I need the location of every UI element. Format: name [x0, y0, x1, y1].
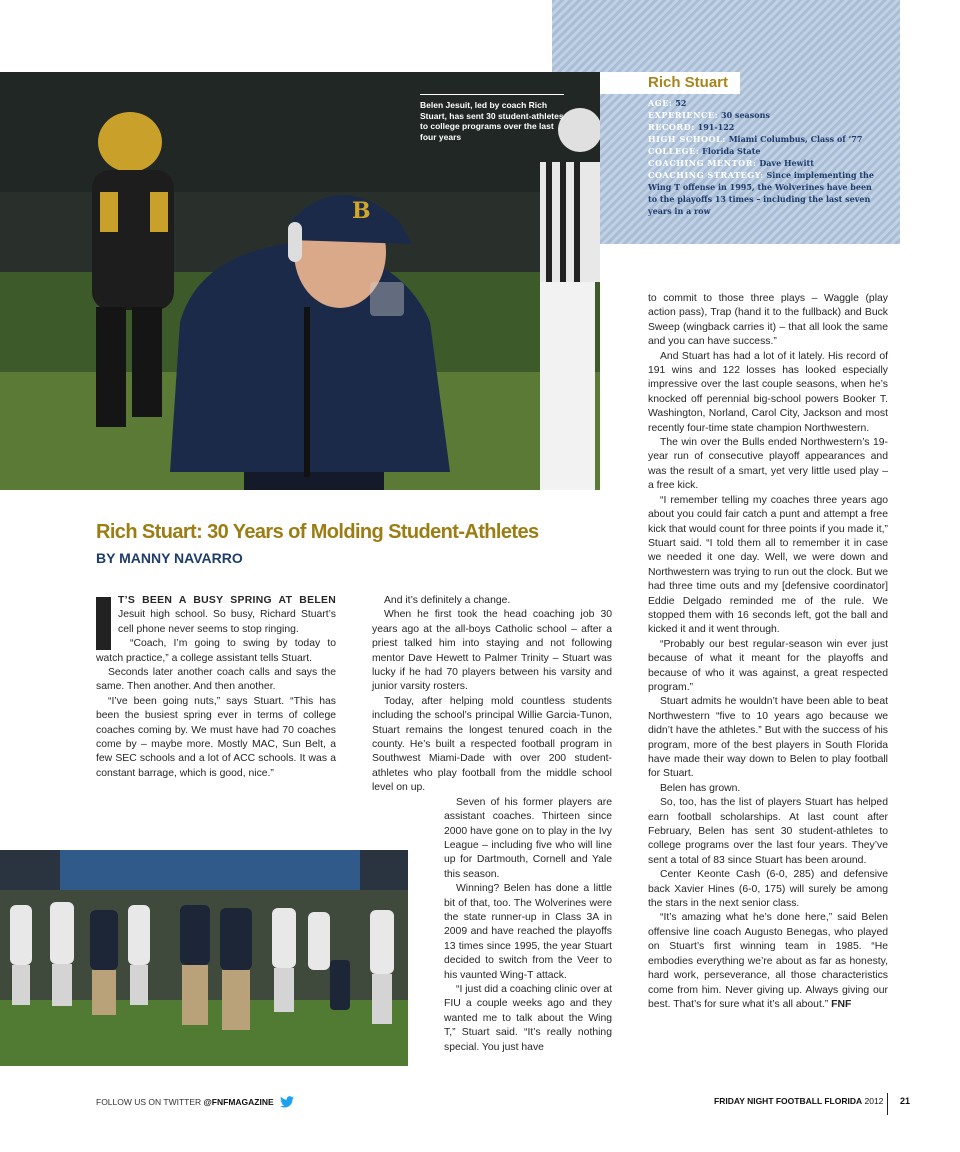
paragraph: The win over the Bulls ended Northwestern’s 19-year run of consecutive playoff appearances and was the result of a smart, yet very little used play – a free kick. [648, 437, 888, 492]
stat-label: COACHING MENTOR: [648, 158, 757, 168]
article-column-1 [96, 594, 336, 781]
team-photo-illustration [0, 850, 408, 1066]
stat-high-school [648, 133, 882, 145]
paragraph: Today, after helping mold countless students including the school’s principal Willie Garcia-Tunon, Stuart remains the longest tenured coach in the county. He’s built a respected football program in Southwest Miami-Dade with over 200 student-athletes who play football from the middle school level on up. [372, 695, 612, 794]
paragraph: Seconds later another coach calls and says the same. Then another. And then another. [96, 667, 336, 693]
lead-paragraph [96, 594, 336, 637]
article-column-2 [372, 594, 612, 1071]
paragraph-text: Jesuit high school. So busy, Richard Stuart’s cell phone never seems to stop ringing. [118, 609, 336, 635]
stat-value: Since implementing the Wing T offense in 1995, the Wolverines have been to the playoffs 13 times – including the last seven years in a row [648, 170, 874, 216]
magazine-footer [714, 1096, 883, 1106]
paragraph: And Stuart has had a lot of it lately. His record of 191 wins and 122 losses has looked especially impressive over the last couple seasons, when he’s knocked off perennial big-school powers Booker T. Washington, Norland, Carol City, Jackson and most recently four-time state champion Northwestern. [648, 350, 888, 434]
stat-college [648, 145, 882, 157]
paragraph: to commit to those three plays – Waggle (play action pass), Trap (hand it to the fullback) and Buck Sweep (wingback carries it) – that all look the same and you can have success.” [648, 293, 888, 348]
paragraph: Seven of his former players are assistant coaches. Thirteen since 2000 have gone on to play in the Ivy League – including five who will line up for Dartmouth, Cornell and Yale this season. [444, 796, 612, 880]
follow-text: FOLLOW US ON TWITTER [96, 1097, 204, 1107]
paragraph: “I’ve been going nuts,” says Stuart. “This has been the busiest spring ever in terms of college coaches coming by. We must have had 70 coaches come by – maybe more. Mostly MAC, Sun Belt, a few SEC schools and a lot of ACC schools. It was a constant barrage, which is good, nice.” [96, 695, 336, 779]
paragraph: Belen has grown. [660, 782, 741, 794]
article-column-3 [648, 292, 888, 1012]
paragraph: “Coach, I’m going to swing by today to watch practice,” a college assistant tells Stuart. [96, 638, 336, 664]
paragraph: So, too, has the list of players Stuart has helped earn football scholarships. At last count after February, Belen has sent 30 student-athletes to college programs over the last four years. They’ve sent a total of 83 since Stuart has been around. [648, 797, 888, 866]
closing-paragraph [648, 911, 888, 1012]
magazine-name: FRIDAY NIGHT FOOTBALL FLORIDA [714, 1096, 863, 1106]
sidebar-title: Rich Stuart [600, 72, 740, 94]
issue-year: 2012 [862, 1096, 884, 1106]
stat-experience [648, 109, 882, 121]
team-photo [0, 850, 408, 1066]
stat-value: 52 [675, 98, 687, 108]
paragraph: When he first took the head coaching job 30 years ago at the all-boys Catholic school – after a priest talked him into staying and not following mentor Dave Hewett to Palmer Trinity – Stuart was lucky if he had 70 players between his varsity and junior varsity rosters. [372, 609, 612, 693]
stat-label: RECORD: [648, 122, 695, 132]
paragraph: Stuart admits he wouldn’t have been able to beat Northwestern “five to 10 years ago because we didn’t have the athletes.” But with the success of his program, more of the best players in South Florida have made their way down to Belen to play football for Stuart. [648, 696, 888, 780]
twitter-bird-icon [280, 1096, 294, 1110]
stat-value: Florida State [702, 146, 761, 156]
stat-label: COACHING STRATEGY: [648, 170, 764, 180]
stat-label: EXPERIENCE: [648, 110, 719, 120]
paragraph-text: “It’s amazing what he’s done here,” said Belen offensive line coach Augusto Benegas, who played on Stuart’s first winning team in 1985. “He embodies everything we’re about as far as honesty, hard work, perseverance, all those characteristics come from him. Never giving up. Always giving our best. That’s for sure what it’s all about.” [648, 912, 888, 1010]
stat-list [648, 97, 882, 217]
photo-caption: Belen Jesuit, led by coach Rich Stuart, has sent 30 student-athletes to college programs over the last four years [420, 94, 564, 142]
stat-record [648, 121, 882, 133]
signoff: FNF [831, 998, 852, 1010]
lead-caps: T’S BEEN A BUSY SPRING AT BELEN [118, 595, 336, 606]
paragraph: And it’s definitely a change. [384, 595, 511, 606]
paragraph: Center Keonte Cash (6-0, 285) and defensive back Xavier Hines (6-0, 175) will surely be among the stars in the next senior class. [648, 869, 888, 910]
stat-value: 191-122 [697, 122, 735, 132]
drop-cap [96, 597, 111, 650]
stat-strategy [648, 169, 882, 217]
stat-value: 30 seasons [721, 110, 770, 120]
paragraph: “I remember telling my coaches three years ago about you could fair catch a punt and attempt a free kick that would count for three points if you made it,” Stuart said. “I told them all to remember it in case we needed it one day. Well, we were down and Northwestern was trying to run out the clock. But we had three time outs and my [defensive coordinator] Eddie Delgado reminded me of the rule. We stopped them with 16 seconds left, got the ball and kicked it and it went through. [648, 494, 888, 636]
stat-label: HIGH SCHOOL: [648, 134, 726, 144]
twitter-handle[interactable]: @FNFMAGAZINE [203, 1097, 274, 1107]
stat-label: COLLEGE: [648, 146, 700, 156]
stat-label: AGE: [648, 98, 673, 108]
svg-text:B: B [352, 198, 371, 224]
paragraph: “I just did a coaching clinic over at FIU a couple weeks ago and they wanted me to talk about the Wing T,” Stuart said. “It’s really nothing special. You just have [444, 983, 612, 1053]
article-headline: Rich Stuart: 30 Years of Molding Student-Athletes [96, 521, 539, 543]
paragraph: “Probably our best regular-season win ever just because of what it meant for the playoffs and because of who it was against, a great respected program.” [648, 638, 888, 693]
byline: BY MANNY NAVARRO [96, 550, 243, 566]
page-number: 21 [900, 1096, 911, 1106]
paragraph: Winning? Belen has done a little bit of that, too. The Wolverines were the state runner-up in Class 3A in 2009 and have reached the playoffs 13 times since 1995, the year Stuart decided to switch from the Veer to his vaunted Wing-T attack. [444, 883, 612, 981]
stat-mentor [648, 157, 882, 169]
stat-value: Miami Columbus, Class of ’77 [728, 134, 863, 144]
stat-value: Dave Hewitt [759, 158, 814, 168]
stat-age [648, 97, 882, 109]
twitter-follow[interactable] [96, 1096, 294, 1110]
footer-divider [887, 1093, 888, 1115]
